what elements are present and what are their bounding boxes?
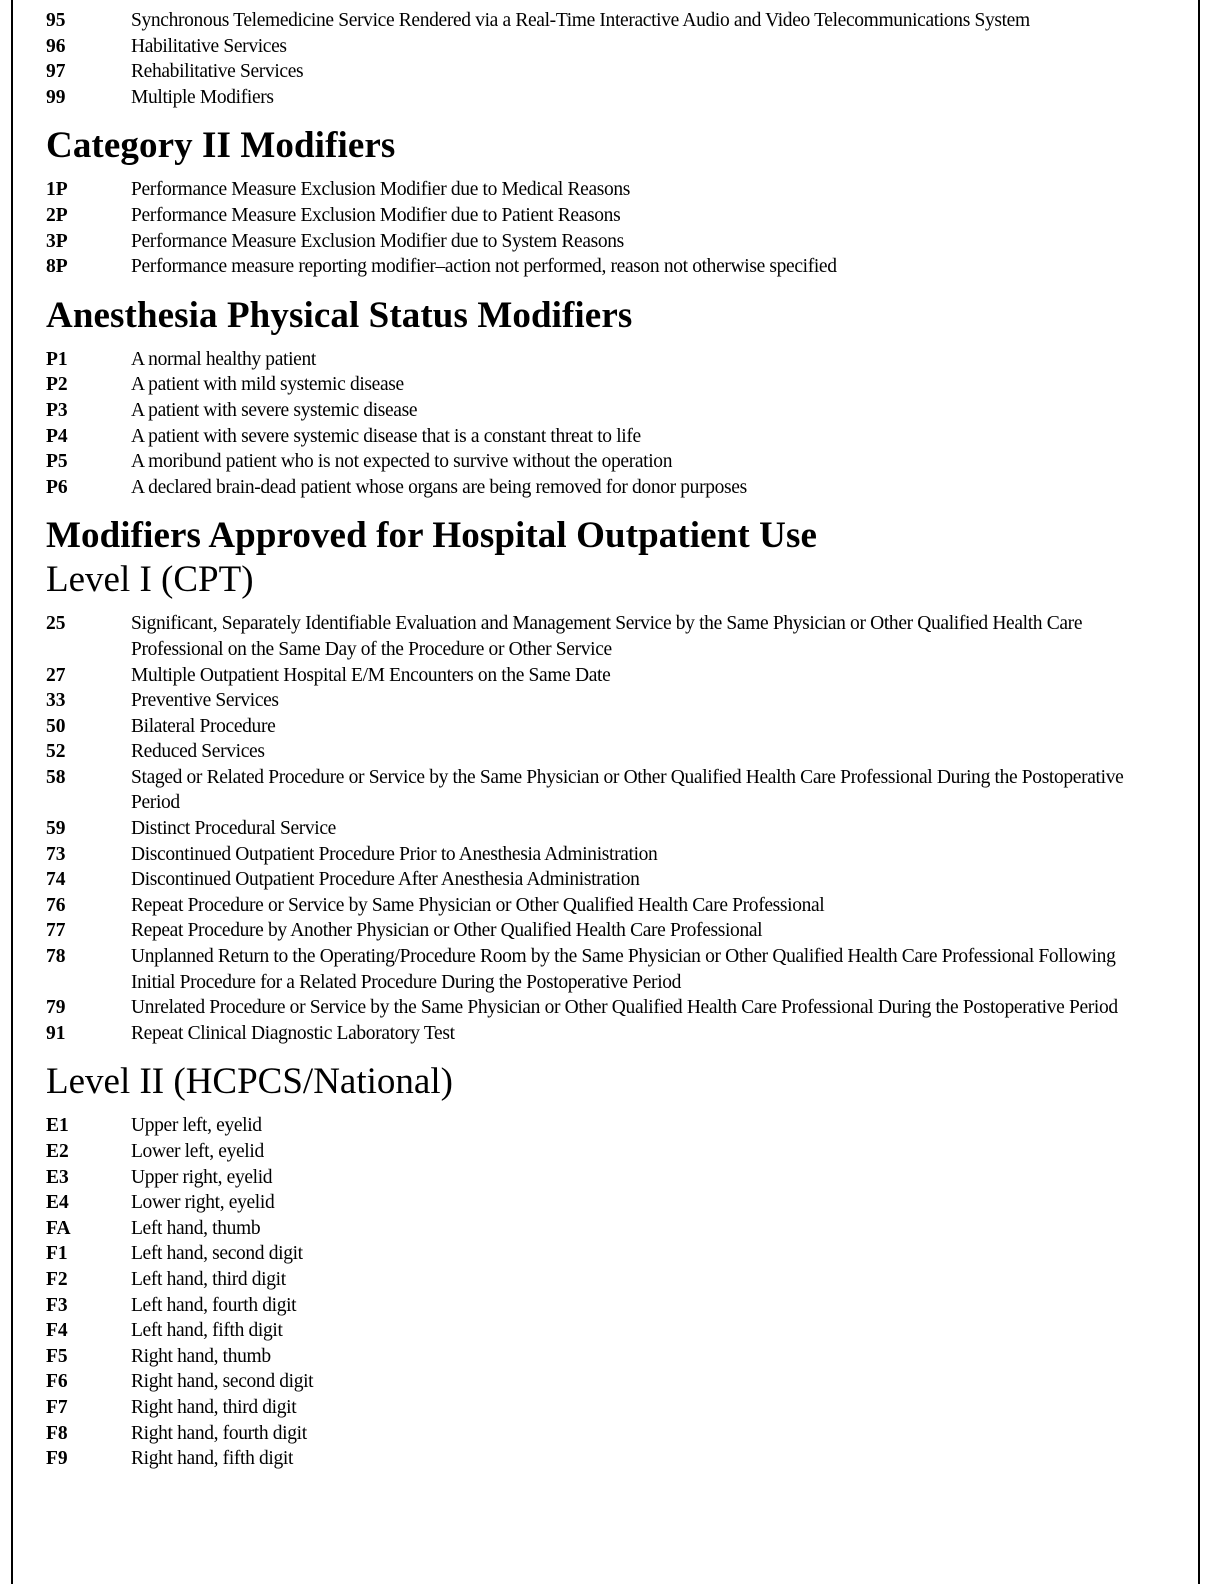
modifier-description: Synchronous Telemedicine Service Rendered via a Real-Time Interactive Audio and Video Telecommunications System [131, 10, 1030, 31]
modifier-description: Lower left, eyelid [131, 1141, 264, 1162]
modifier-description: Multiple Modifiers [131, 86, 274, 108]
modifier-description: Discontinued Outpatient Procedure After Anesthesia Administration [131, 869, 640, 891]
modifier-description: Left hand, third digit [131, 1268, 286, 1290]
modifier-description: Bilateral Procedure [131, 715, 276, 737]
level-i-heading: Level I (CPT) [46, 559, 254, 601]
modifier-description: Unplanned Return to the Operating/Procedure Room by the Same Physician or Other Qualified Health Care Professional Following Initial Procedure for a Related Procedure During the Postoperative Period [131, 946, 1116, 993]
category-ii-list [46, 177, 1156, 279]
modifier-description: A patient with severe systemic disease that is a constant threat to life [131, 425, 641, 447]
modifier-row [46, 1216, 1156, 1242]
modifier-code: 50 [46, 715, 66, 737]
modifier-row [46, 1344, 1156, 1370]
modifier-code: 97 [46, 61, 66, 83]
modifier-row [46, 203, 1156, 229]
modifier-code: F8 [46, 1422, 68, 1444]
modifier-code: 95 [46, 10, 66, 31]
modifier-code: P4 [46, 425, 68, 447]
modifier-row [46, 1369, 1156, 1395]
modifier-row [46, 611, 1156, 662]
modifier-code: P2 [46, 374, 68, 396]
modifier-description: Left hand, fourth digit [131, 1294, 297, 1316]
level-i-list [46, 611, 1156, 1046]
modifier-description: Repeat Procedure by Another Physician or Other Qualified Health Care Professional [131, 920, 763, 942]
modifier-description: Right hand, thumb [131, 1345, 271, 1367]
modifier-description: Multiple Outpatient Hospital E/M Encounters on the Same Date [131, 664, 611, 686]
modifier-row [46, 688, 1156, 714]
modifier-code: F4 [46, 1320, 68, 1342]
modifier-code: F6 [46, 1371, 68, 1393]
modifier-description: Lower right, eyelid [131, 1192, 275, 1214]
modifier-description: A patient with severe systemic disease [131, 399, 418, 421]
modifier-row [46, 1190, 1156, 1216]
modifier-row [46, 918, 1156, 944]
modifier-description: Left hand, thumb [131, 1217, 261, 1239]
modifier-code: 52 [46, 741, 66, 763]
modifier-row [46, 995, 1156, 1021]
modifier-description: Reduced Services [131, 741, 265, 763]
modifier-row [46, 398, 1156, 424]
modifier-code: F3 [46, 1294, 68, 1316]
modifier-row [46, 59, 1156, 85]
level-ii-list [46, 1113, 1156, 1471]
modifier-description: Performance Measure Exclusion Modifier due to Patient Reasons [131, 204, 621, 226]
modifier-code: P6 [46, 476, 68, 498]
modifier-row [46, 663, 1156, 689]
modifier-code: 3P [46, 230, 68, 252]
modifier-code: P1 [46, 348, 68, 370]
modifier-row [46, 867, 1156, 893]
modifier-description: Discontinued Outpatient Procedure Prior to Anesthesia Administration [131, 843, 658, 865]
modifier-description: Rehabilitative Services [131, 61, 304, 83]
hospital-outpatient-heading: Modifiers Approved for Hospital Outpatient Use [46, 515, 817, 557]
modifier-code: 96 [46, 35, 66, 57]
modifier-row [46, 1139, 1156, 1165]
modifier-row [46, 347, 1156, 373]
modifier-row [46, 372, 1156, 398]
modifier-description: Repeat Procedure or Service by Same Physician or Other Qualified Health Care Professional [131, 894, 825, 916]
modifier-row [46, 842, 1156, 868]
modifier-row [46, 944, 1156, 995]
document-content [46, 8, 1156, 1472]
modifier-row [46, 1267, 1156, 1293]
modifier-row [46, 816, 1156, 842]
modifier-row [46, 1421, 1156, 1447]
modifier-code: 73 [46, 843, 66, 865]
modifier-code: 91 [46, 1022, 66, 1044]
modifier-row [46, 1293, 1156, 1319]
modifier-row [46, 1241, 1156, 1267]
modifier-description: A moribund patient who is not expected to survive without the operation [131, 451, 673, 473]
modifier-code: 25 [46, 613, 66, 635]
anesthesia-list [46, 347, 1156, 501]
modifier-row [46, 34, 1156, 60]
level-ii-heading: Level II (HCPCS/National) [46, 1061, 453, 1103]
modifier-description: Right hand, fourth digit [131, 1422, 307, 1444]
modifier-code: E2 [46, 1141, 69, 1162]
modifier-row [46, 449, 1156, 475]
anesthesia-heading: Anesthesia Physical Status Modifiers [46, 294, 633, 336]
modifier-description: Significant, Separately Identifiable Evaluation and Management Service by the Same Physician or Other Qualified Health Care Professional on the Same Day of the Procedure or Other Service [131, 613, 1083, 660]
modifier-row [46, 229, 1156, 255]
modifier-description: Upper left, eyelid [131, 1115, 262, 1137]
modifier-row [46, 1021, 1156, 1047]
modifier-code: FA [46, 1217, 71, 1239]
modifier-row [46, 1318, 1156, 1344]
modifier-code: F7 [46, 1396, 68, 1418]
modifier-description: Left hand, fifth digit [131, 1320, 283, 1342]
modifier-code: 27 [46, 664, 66, 686]
modifier-row [46, 8, 1156, 34]
document-page [11, 0, 1200, 1584]
modifier-description: Performance Measure Exclusion Modifier due to System Reasons [131, 230, 624, 252]
modifier-code: 1P [46, 179, 68, 201]
modifier-code: E3 [46, 1166, 69, 1188]
modifier-row [46, 893, 1156, 919]
modifier-row [46, 85, 1156, 111]
modifier-row [46, 1165, 1156, 1191]
modifier-row [46, 254, 1156, 280]
modifier-code: 79 [46, 997, 66, 1019]
modifier-description: A patient with mild systemic disease [131, 374, 404, 396]
modifier-description: Staged or Related Procedure or Service by the Same Physician or Other Qualified Health Care Professional During the Postoperative Period [131, 766, 1124, 814]
category-ii-heading: Category II Modifiers [46, 125, 396, 167]
modifier-code: F9 [46, 1448, 68, 1470]
modifier-description: Right hand, fifth digit [131, 1448, 294, 1470]
modifier-row [46, 714, 1156, 740]
modifier-description: Right hand, third digit [131, 1396, 297, 1418]
modifier-description: Upper right, eyelid [131, 1166, 273, 1188]
modifier-code: 59 [46, 818, 66, 840]
modifier-row [46, 1113, 1156, 1139]
modifier-code: F5 [46, 1345, 68, 1367]
modifier-code: P5 [46, 451, 68, 473]
modifier-row [46, 739, 1156, 765]
modifier-code: 33 [46, 690, 66, 712]
modifier-code: 8P [46, 256, 68, 278]
modifier-description: Distinct Procedural Service [131, 818, 336, 840]
modifier-description: A normal healthy patient [131, 348, 316, 370]
modifier-code: 99 [46, 86, 66, 108]
modifier-row [46, 177, 1156, 203]
top-modifier-list [46, 8, 1156, 110]
modifier-row [46, 1446, 1156, 1472]
modifier-code: P3 [46, 399, 68, 421]
modifier-description: Repeat Clinical Diagnostic Laboratory Test [131, 1022, 455, 1044]
modifier-description: Unrelated Procedure or Service by the Same Physician or Other Qualified Health Care Professional During the Postoperative Period [131, 997, 1118, 1019]
modifier-code: 78 [46, 946, 66, 968]
modifier-code: 77 [46, 920, 66, 942]
modifier-row [46, 1395, 1156, 1421]
modifier-description: Performance Measure Exclusion Modifier due to Medical Reasons [131, 179, 631, 201]
modifier-code: E4 [46, 1192, 69, 1214]
modifier-row [46, 475, 1156, 501]
modifier-code: 74 [46, 869, 66, 891]
modifier-description: A declared brain-dead patient whose organs are being removed for donor purposes [131, 476, 747, 498]
modifier-row [46, 424, 1156, 450]
modifier-code: F1 [46, 1243, 68, 1265]
modifier-code: 58 [46, 766, 66, 788]
modifier-row [46, 765, 1156, 816]
modifier-code: 2P [46, 204, 68, 226]
modifier-code: 76 [46, 894, 66, 916]
modifier-description: Preventive Services [131, 690, 279, 712]
modifier-code: E1 [46, 1115, 69, 1137]
modifier-description: Left hand, second digit [131, 1243, 303, 1265]
modifier-description: Performance measure reporting modifier–action not performed, reason not otherwise specified [131, 256, 837, 278]
modifier-description: Habilitative Services [131, 35, 287, 57]
modifier-code: F2 [46, 1268, 68, 1290]
modifier-description: Right hand, second digit [131, 1371, 314, 1393]
